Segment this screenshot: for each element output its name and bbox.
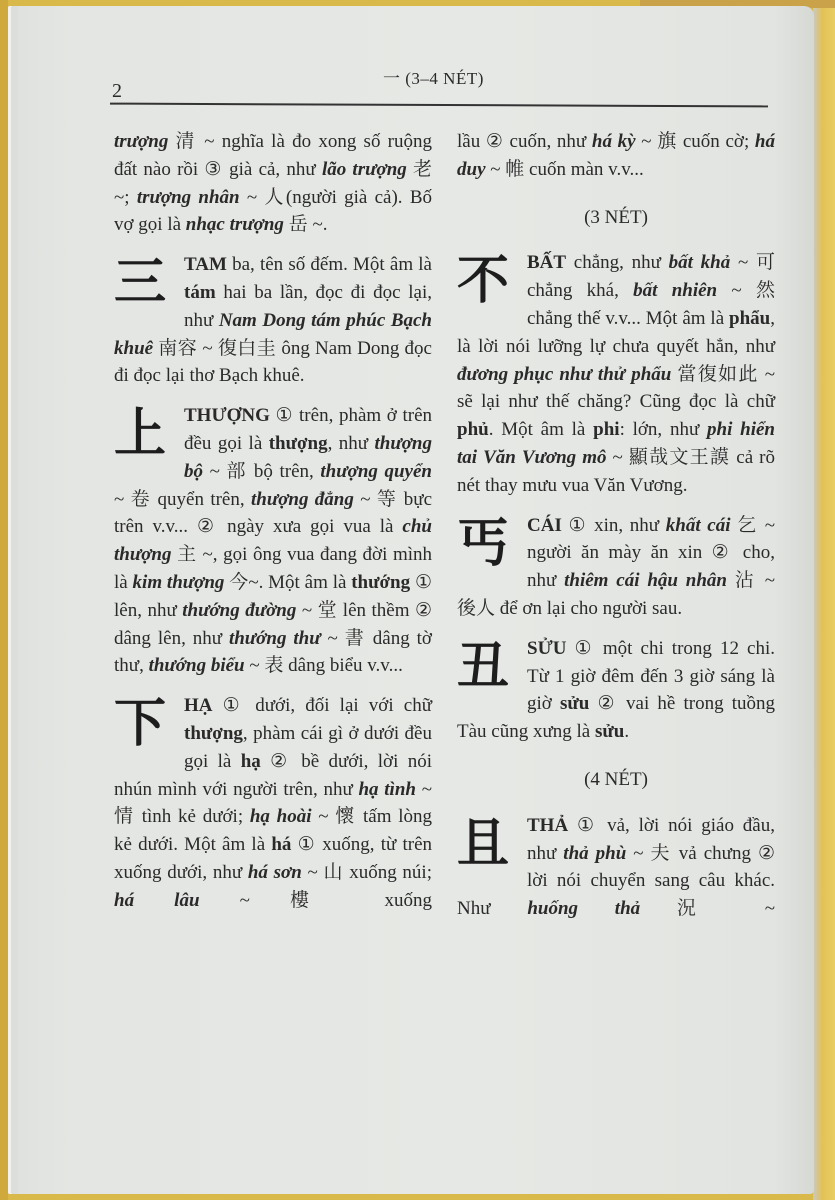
dictionary-entry xyxy=(457,512,775,623)
definition-text: ~ 堂 lên thềm ② dâng lên, như xyxy=(114,599,433,649)
example-term: kim thượng xyxy=(132,571,225,593)
definition-text: ~ 書 dâng tờ thư, xyxy=(114,627,432,677)
reading-term: CÁI xyxy=(527,514,562,536)
definition-text: ~ 顯哉文王謨 cả rõ nét thay mưu vua Văn Vương. xyxy=(457,446,775,496)
example-term: Nam Dong tám phúc Bạch khuê xyxy=(114,309,432,359)
example-term: hạ tình xyxy=(358,778,416,800)
example-term: há duy xyxy=(457,131,775,180)
dictionary-entry xyxy=(114,692,432,914)
example-term: thướng đường xyxy=(182,599,297,621)
right-column xyxy=(457,128,775,935)
definition-text: ~ 部 bộ trên, xyxy=(203,460,321,482)
dictionary-entry xyxy=(457,635,775,746)
reading-term: hạ xyxy=(240,750,261,772)
left-column xyxy=(114,128,432,927)
definition-text: ~ 等 bực trên v.v... ② ngày xưa gọi vua là xyxy=(114,488,432,538)
example-term: bất nhiên xyxy=(633,280,718,302)
definition-text: ~ 情 tình kẻ dưới; xyxy=(114,778,432,828)
headword-character: 丐 xyxy=(457,513,510,574)
definition-text: ~ 夫 vả chưng ② lời nói chuyển sang câu khác. Như xyxy=(457,842,775,920)
headword-character: 不 xyxy=(457,251,510,312)
reading-term: THƯỢNG xyxy=(184,405,270,427)
definition-text: ② bề dưới, lời nói nhún mình với người trên, như xyxy=(114,750,432,800)
definition-text: ~ 帷 cuốn màn v.v... xyxy=(485,158,644,180)
dictionary-entry xyxy=(114,251,432,390)
example-term: thượng quyển xyxy=(320,460,432,482)
reading-term: sửu xyxy=(594,721,625,743)
example-term: nhạc trượng xyxy=(185,214,284,236)
reading-term: HẠ xyxy=(184,695,213,717)
reading-term: SỬU xyxy=(527,637,567,659)
example-term: huống thả xyxy=(527,898,641,920)
definition-text: ① xin, như xyxy=(561,514,666,536)
definition-text: hai ba lần, đọc đi đọc lại, như xyxy=(184,281,432,331)
example-term: lão trượng xyxy=(321,158,407,180)
definition-text: , như xyxy=(327,432,375,454)
example-term: phi hiển tai Văn Vương mô xyxy=(457,419,775,468)
definition-text: ~ 旗 cuốn cờ; xyxy=(635,131,755,152)
example-term: đương phục như thử phẩu xyxy=(457,363,672,385)
reading-term: thượng xyxy=(268,432,328,454)
reading-term: phi xyxy=(593,419,620,441)
definition-text: ~ 卷 quyển trên, xyxy=(114,488,251,510)
reading-term: THẢ xyxy=(527,814,569,836)
stroke-section-heading: (3 NÉT) xyxy=(584,206,648,228)
reading-term: phẩu xyxy=(729,307,771,329)
example-term: hạ hoài xyxy=(249,806,312,828)
reading-term: BẤT xyxy=(527,252,567,274)
definition-text: lầu ② cuốn, như xyxy=(457,131,592,152)
definition-text: ba, tên số đếm. Một âm là xyxy=(226,254,432,276)
example-term: khất cái xyxy=(665,514,731,536)
page-number: 2 xyxy=(112,80,122,102)
definition-text: 今~. Một âm là xyxy=(224,571,352,593)
dictionary-entry xyxy=(114,402,432,680)
definition-text: ① lên, như xyxy=(114,571,432,621)
example-term: há kỳ xyxy=(591,131,636,152)
definition-text: ~ 人(người già cả). Bố vợ gọi là xyxy=(114,186,432,236)
reading-term: há xyxy=(271,834,292,856)
example-term: bất khả xyxy=(668,252,731,274)
continued-paragraph xyxy=(457,128,775,184)
book-cover-left-edge xyxy=(0,0,8,1200)
definition-text: ~ 懷 tấm lòng kẻ dưới. Một âm là xyxy=(114,806,432,856)
reading-term: phủ xyxy=(457,419,489,441)
definition-text: 岳 ~. xyxy=(283,214,328,236)
definition-text: ① dưới, đối lại với chữ xyxy=(212,695,432,717)
example-term: há sơn xyxy=(247,861,302,883)
example-term: thướng thư xyxy=(228,627,321,649)
definition-text: 清 ~ nghĩa là đo xong số ruộng đất nào rồi ③ già cả, như xyxy=(114,131,432,180)
reading-term: tám xyxy=(184,281,216,303)
example-term: thướng biểu xyxy=(148,655,245,677)
definition-text: ~ 表 dâng biểu v.v... xyxy=(244,655,403,677)
example-term: thượng đẳng xyxy=(250,488,354,510)
reading-term: TAM xyxy=(184,254,227,276)
definition-text: ② vai hề trong tuồng Tàu cũng xưng là xyxy=(457,693,775,743)
definition-text: ① một chi trong 12 chi. Từ 1 giờ đêm đến 3 giờ sáng là giờ xyxy=(527,637,775,715)
definition-text: 乞 ~ người ăn mày ăn xin ② cho, như xyxy=(527,514,775,592)
definition-text: ~ 樓 xuống xyxy=(199,889,432,911)
example-term: thả phù xyxy=(563,842,627,864)
headword-character: 下 xyxy=(114,694,167,755)
definition-text: ~ 山 xuống núi; xyxy=(301,861,432,883)
reading-term: thượng xyxy=(184,722,243,744)
definition-text: chẳng, như xyxy=(566,252,669,274)
definition-text: 主 ~, gọi ông vua đang đời mình là xyxy=(114,544,432,593)
reading-term: thướng xyxy=(351,571,411,593)
definition-text: ① vả, lời nói giáo đầu, như xyxy=(527,814,775,864)
example-term: thiêm cái hậu nhân xyxy=(564,570,727,592)
dictionary-entry xyxy=(457,249,775,499)
example-term: chủ thượng xyxy=(114,516,432,566)
definition-text: : lớn, như xyxy=(619,419,708,441)
definition-text: ① trên, phàm ở trên đều gọi là xyxy=(184,405,432,454)
example-term: trượng xyxy=(114,131,169,152)
reading-term: sửu xyxy=(559,693,590,715)
definition-text: 沾 ~ 後人 để ơn lại cho người sau. xyxy=(457,570,775,619)
headword-character: 三 xyxy=(114,253,167,314)
headword-character: 且 xyxy=(457,813,510,874)
continued-paragraph xyxy=(114,128,432,239)
dictionary-entry xyxy=(457,812,775,923)
example-term: trượng nhân xyxy=(136,186,240,208)
headword-character: 上 xyxy=(114,404,167,465)
definition-text: ① xuống, từ trên xuống dưới, như xyxy=(114,834,433,883)
definition-text: , phàm cái gì ở dưới đều gọi là xyxy=(184,722,432,772)
definition-text: ~ 可 chẳng khá, xyxy=(527,252,775,302)
stroke-section-heading: (4 NÉT) xyxy=(584,768,648,790)
definition-text: 老 ~; xyxy=(114,158,432,208)
definition-text: 南容 ~ 復白圭 ông Nam Dong đọc đi đọc lại thơ Bạch khuê. xyxy=(114,337,432,387)
headword-character: 丑 xyxy=(457,636,510,697)
definition-text: 當復如此 ~ sẽ lại như thế chăng? Cũng đọc là chữ xyxy=(457,363,775,413)
running-header: 一 (3–4 NÉT) xyxy=(383,69,484,88)
definition-text: , là lời nói lưỡng lự chưa quyết hẳn, như xyxy=(457,307,775,357)
example-term: há lâu xyxy=(114,889,200,911)
example-term: thượng bộ xyxy=(184,432,432,482)
definition-text: . xyxy=(624,721,630,743)
definition-text: . Một âm là xyxy=(488,419,594,441)
definition-text: ~ 然 chẳng thế v.v... Một âm là xyxy=(527,280,775,329)
book-cover-right-edge xyxy=(813,0,835,1200)
definition-text: 況 ~ xyxy=(640,898,776,920)
